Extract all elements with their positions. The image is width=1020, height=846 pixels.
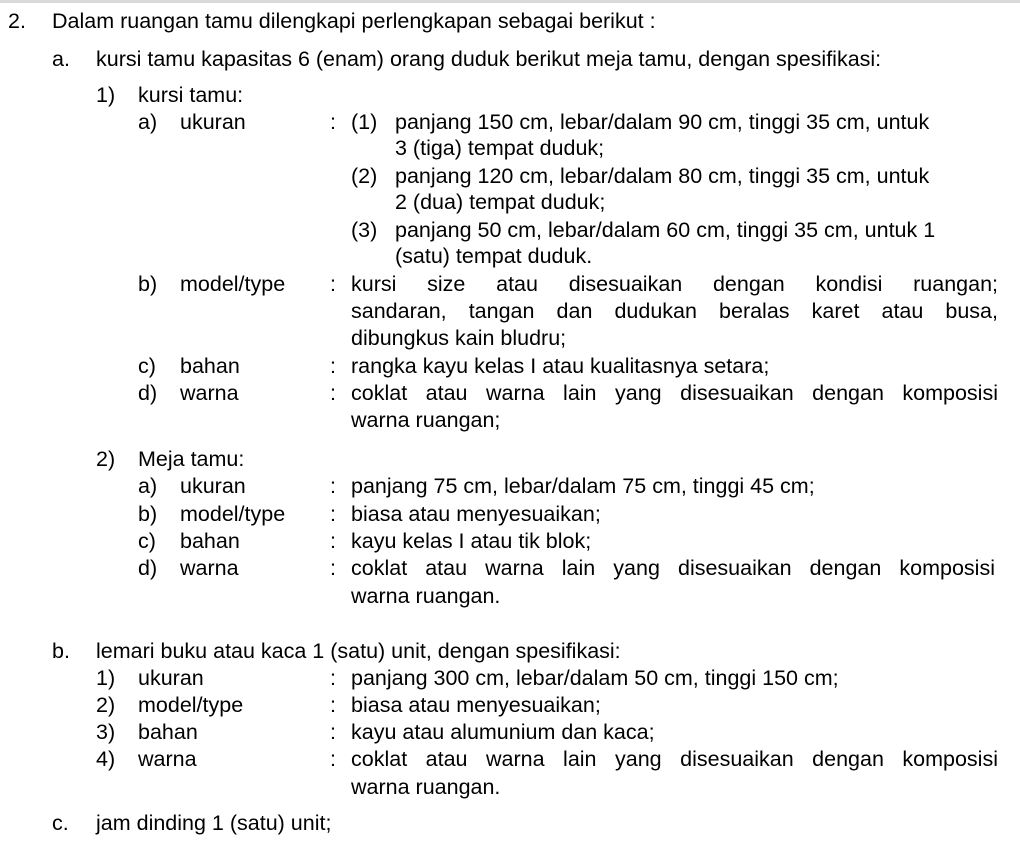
kursi-model-colon: :	[330, 272, 336, 296]
kursi-model-label: b)	[138, 272, 158, 296]
top-divider	[0, 0, 1020, 3]
lemari-ukuran-name: ukuran	[138, 666, 204, 690]
lemari-bahan-name: bahan	[138, 720, 198, 744]
kursi-number: 1)	[96, 83, 116, 107]
kursi-warna-line2: warna ruangan;	[351, 408, 501, 432]
kursi-model-line3: dibungkus kain bludru;	[351, 326, 567, 350]
lemari-model-value: biasa atau menyesuaikan;	[351, 693, 601, 717]
lemari-model-colon: :	[330, 693, 336, 717]
kursi-model-name: model/type	[180, 272, 286, 296]
lemari-warna-name: warna	[138, 747, 197, 771]
ukuran-2-line2: 2 (dua) tempat duduk;	[395, 190, 606, 214]
kursi-model-line1: kursi size atau disesuaikan dengan kondisi ruangan;	[351, 272, 998, 296]
item-c-label: c.	[52, 811, 69, 835]
section-title: Dalam ruangan tamu dilengkapi perlengkapan sebagai berikut :	[52, 9, 656, 33]
lemari-model-number: 2)	[96, 693, 116, 717]
lemari-model-name: model/type	[138, 693, 244, 717]
kursi-bahan-label: c)	[138, 354, 156, 378]
item-a-label: a.	[52, 47, 70, 71]
meja-title: Meja tamu:	[138, 447, 245, 471]
kursi-warna-label: d)	[138, 381, 158, 405]
lemari-ukuran-number: 1)	[96, 666, 116, 690]
kursi-warna-name: warna	[180, 381, 239, 405]
ukuran-3-line2: (satu) tempat duduk.	[395, 244, 593, 268]
ukuran-3-number: (3)	[351, 218, 378, 242]
meja-warna-line2: warna ruangan.	[351, 584, 501, 608]
meja-number: 2)	[96, 447, 116, 471]
kursi-title: kursi tamu:	[138, 83, 244, 107]
kursi-ukuran-name: ukuran	[180, 110, 246, 134]
ukuran-2-line1: panjang 120 cm, lebar/dalam 80 cm, tinggi 35 cm, untuk	[395, 164, 930, 188]
ukuran-3-line1: panjang 50 cm, lebar/dalam 60 cm, tinggi 35 cm, untuk 1	[395, 218, 936, 242]
kursi-warna-line1: coklat atau warna lain yang disesuaikan dengan komposisi	[351, 381, 998, 405]
ukuran-1-number: (1)	[351, 110, 378, 134]
meja-model-label: b)	[138, 502, 158, 526]
kursi-ukuran-colon: :	[330, 110, 336, 134]
lemari-bahan-colon: :	[330, 720, 336, 744]
kursi-ukuran-label: a)	[138, 110, 158, 134]
item-c-title: jam dinding 1 (satu) unit;	[96, 811, 332, 835]
ukuran-2-number: (2)	[351, 164, 378, 188]
item-b-label: b.	[52, 639, 70, 663]
kursi-bahan-name: bahan	[180, 354, 240, 378]
meja-model-value: biasa atau menyesuaikan;	[351, 502, 601, 526]
section-number: 2.	[8, 9, 26, 33]
meja-bahan-label: c)	[138, 529, 156, 553]
lemari-warna-colon: :	[330, 747, 336, 771]
meja-bahan-colon: :	[330, 529, 336, 553]
lemari-ukuran-colon: :	[330, 666, 336, 690]
meja-ukuran-value: panjang 75 cm, lebar/dalam 75 cm, tinggi 45 cm;	[351, 474, 815, 498]
lemari-warna-number: 4)	[96, 747, 116, 771]
item-b-title: lemari buku atau kaca 1 (satu) unit, dengan spesifikasi:	[96, 639, 621, 663]
kursi-bahan-colon: :	[330, 354, 336, 378]
lemari-warna-line2: warna ruangan.	[351, 775, 501, 799]
lemari-warna-line1: coklat atau warna lain yang disesuaikan dengan komposisi	[351, 747, 998, 771]
meja-model-name: model/type	[180, 502, 286, 526]
kursi-warna-colon: :	[330, 381, 336, 405]
kursi-model-line2: sandaran, tangan dan dudukan beralas karet atau busa,	[351, 299, 998, 323]
meja-ukuran-name: ukuran	[180, 474, 246, 498]
ukuran-1-line1: panjang 150 cm, lebar/dalam 90 cm, tinggi 35 cm, untuk	[395, 110, 930, 134]
meja-ukuran-colon: :	[330, 474, 336, 498]
kursi-bahan-value: rangka kayu kelas I atau kualitasnya setara;	[351, 354, 770, 378]
meja-model-colon: :	[330, 502, 336, 526]
meja-ukuran-label: a)	[138, 474, 158, 498]
meja-warna-label: d)	[138, 556, 158, 580]
meja-warna-name: warna	[180, 556, 239, 580]
meja-warna-colon: :	[330, 556, 336, 580]
ukuran-1-line2: 3 (tiga) tempat duduk;	[395, 136, 605, 160]
item-a-title: kursi tamu kapasitas 6 (enam) orang duduk berikut meja tamu, dengan spesifikasi:	[96, 47, 882, 71]
lemari-ukuran-value: panjang 300 cm, lebar/dalam 50 cm, tinggi 150 cm;	[351, 666, 839, 690]
lemari-bahan-number: 3)	[96, 720, 116, 744]
meja-bahan-name: bahan	[180, 529, 240, 553]
lemari-bahan-value: kayu atau alumunium dan kaca;	[351, 720, 655, 744]
meja-bahan-value: kayu kelas I atau tik blok;	[351, 529, 592, 553]
meja-warna-line1: coklat atau warna lain yang disesuaikan dengan komposisi	[351, 556, 995, 580]
